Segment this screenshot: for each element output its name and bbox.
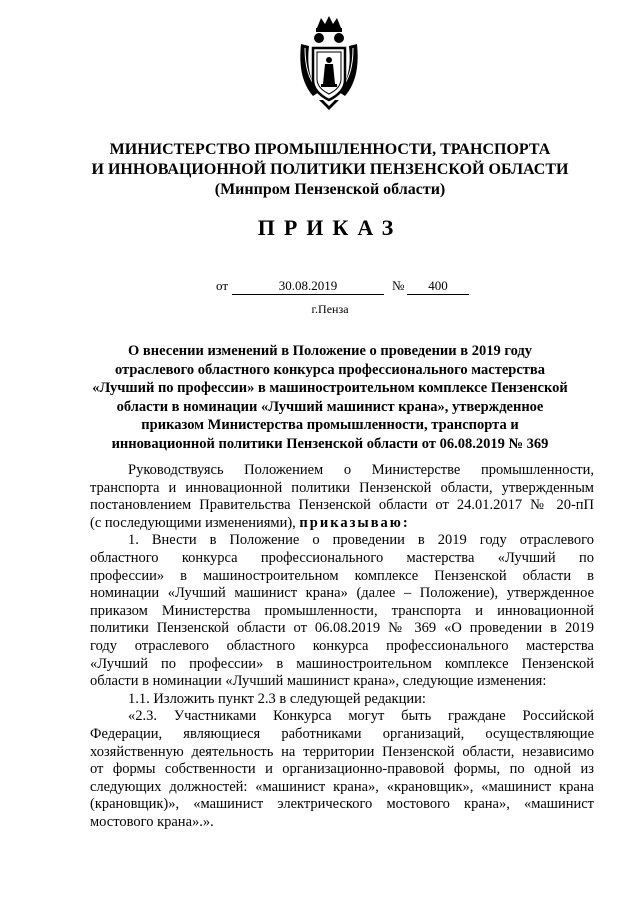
body-line: следующих должностей: «машинист крана», «крановщик», «машинист крана — [90, 778, 594, 795]
body-text: (с последующими изменениями), — [90, 514, 296, 531]
order-command: приказываю: — [299, 514, 410, 531]
order-subject — [80, 342, 580, 453]
body-line: году отраслевого областного конкурса профессионального мастерства — [90, 637, 594, 654]
order-body — [90, 462, 594, 831]
subject-line: О внесении изменений в Положение о проведении в 2019 году — [128, 343, 532, 359]
body-line: хозяйственную деятельность на территории Пензенской области, независимо — [90, 743, 594, 760]
subject-line: области в номинации «Лучший машинист крана», утвержденное — [116, 398, 544, 415]
subject-line: «Лучший по профессии» в машиностроительном комплексе Пензенской — [92, 380, 568, 396]
body-line — [90, 515, 594, 533]
body-line: профессии» в машиностроительном комплексе Пензенской области в — [90, 567, 594, 584]
order-number: 400 — [407, 278, 469, 295]
subject-line: отраслевого областного конкурса профессионального мастерства — [114, 361, 545, 378]
number-label: № — [392, 278, 405, 293]
subject-line: инновационной политики Пензенской области от 06.08.2019 № 369 — [111, 435, 549, 452]
body-line: «2.3. Участниками Конкурса могут быть граждане Российской — [128, 708, 594, 725]
body-line: мостового крана».». — [90, 813, 214, 830]
coat-of-arms-icon — [297, 14, 361, 114]
date-label: от — [216, 278, 229, 293]
body-line: постановлением Правительства Пензенской области от 24.01.2017 № 20-пП — [90, 497, 594, 514]
body-line: политики Пензенской области от 06.08.2019 № 369 «О проведении в 2019 — [90, 620, 594, 637]
body-line: области в номинации «Лучший машинист крана», следующие изменения: — [90, 673, 547, 690]
body-line: транспорта и инновационной политики Пензенской области, утвержденным — [90, 479, 594, 496]
ministry-name-line1: МИНИСТЕРСТВО ПРОМЫШЛЕННОСТИ, ТРАНСПОРТА — [109, 141, 551, 158]
order-date: 30.08.2019 — [232, 278, 384, 295]
body-line: 1. Внести в Положение о проведении в 2019 году отраслевого — [128, 532, 594, 549]
body-line: приказом Министерства промышленности, транспорта и инновационной — [90, 602, 594, 619]
subject-line: приказом Министерства промышленности, транспорта и — [141, 417, 519, 433]
body-line: от формы собственности и организационно-правовой формы, по одной из — [90, 761, 594, 778]
body-line: «Лучший по профессии» в машиностроительном комплексе Пензенской — [90, 655, 594, 672]
body-line: 1.1. Изложить пункт 2.3 в следующей редакции: — [128, 690, 426, 707]
body-line: областного конкурса профессионального мастерства «Лучший по — [90, 549, 594, 566]
body-line: Федерации, являющиеся работниками организаций, осуществляющие — [90, 725, 594, 742]
ministry-short-name: (Минпром Пензенской области) — [214, 181, 446, 198]
ministry-name-line2: И ИННОВАЦИОННОЙ ПОЛИТИКИ ПЕНЗЕНСКОЙ ОБЛАСТИ — [91, 161, 569, 178]
body-line: (крановщик)», «машинист электрического мостового крана», «машинист — [90, 796, 594, 813]
order-title: ПРИКАЗ — [257, 215, 403, 240]
city: г.Пенза — [311, 302, 349, 316]
body-line: Руководствуясь Положением о Министерстве промышленности, — [128, 462, 594, 478]
order-dateline — [0, 278, 640, 298]
body-line: номинации «Лучший машинист крана» (далее – Положение), утвержденное — [90, 585, 594, 602]
